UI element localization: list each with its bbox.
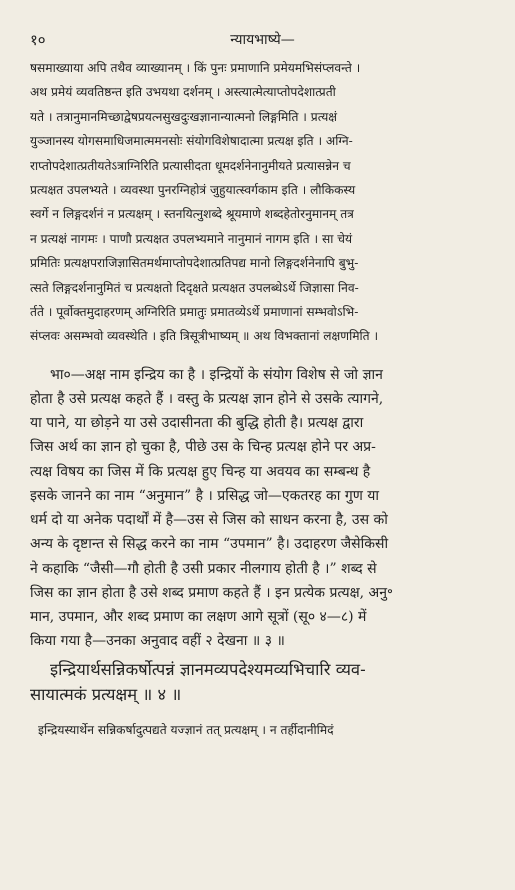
translation-line: ने कहाकि “जैसी—गौ होती है उसी प्रकार नीलगाय होती है ।” शब्द से — [30, 560, 377, 577]
footer-line: इन्द्रियस्यार्थेन सन्निकर्षादुत्पद्यते यज्ज्ञानं तत् प्रत्यक्षम् । न तर्हीदानीमिदं — [38, 723, 334, 738]
translation-line: किया गया है—उनका अनुवाद वहीं २ देखना ॥ ३ ॥ — [30, 633, 285, 650]
translation-line: जिस अर्थ का ज्ञान हो चुका है, पीछे उस के चिन्ह प्रत्यक्ष होने पर अप्र- — [30, 439, 376, 456]
sutra-line: इन्द्रियार्थसन्निकर्षोत्पन्नं ज्ञानमव्यपदेश्यमव्यभिचारि व्यव- — [50, 660, 366, 680]
translation-line: इसके जानने का नाम “अनुमान” है । प्रसिद्ध जो—एकतरह का गुण या — [30, 487, 380, 504]
commentary-line: युञ्जानस्य योगसमाधिजमात्ममनसोः संयोगविशेषादात्मा प्रत्यक्ष इति । अग्नि- — [30, 134, 353, 149]
hindi-translation — [30, 363, 495, 653]
running-title: न्यायभाष्ये— — [230, 32, 295, 48]
commentary-line: त्सते लिङ्गदर्शनानुमितं च प्रत्यक्षतो दिदृक्षते प्रत्यक्षत उपलब्धेऽर्थे जिज्ञासा निव- — [30, 280, 359, 295]
commentary-line: षसमाख्याया अपि तथैव व्याख्यानम् । किं पुनः प्रमाणानि प्रमेयमभिसंप्लवन्ते । — [30, 61, 361, 75]
translation-line: जिस का ज्ञान होता है उसे शब्द प्रमाण कहते हैं । इन प्रत्येक प्रत्यक्ष, अनु॰ — [30, 584, 393, 601]
translation-line: अन्य के दृष्टान्त से सिद्ध करने का नाम “उपमान” है। उदाहरण जैसेकिसी — [30, 536, 389, 553]
commentary-line: प्रत्यक्षत उपलभ्यते । व्यवस्था पुनरग्निहोत्रं जुहुयात्स्वर्गकाम इति । लौकिकस्य — [30, 183, 356, 198]
bhashya-continuation — [30, 719, 495, 741]
translation-line: धर्म दो या अनेक पदार्थों में है—उस से जिस को साधन करना है, उस को — [30, 512, 388, 529]
commentary-line: राप्तोपदेशात्प्रतीयतेऽत्राग्निरिति प्रत्यासीदता धूमदर्शनेनानुमीयते प्रत्यासन्नेन च — [30, 158, 351, 173]
sutra-line: सायात्मकं प्रत्यक्षम् ॥ ४ ॥ — [30, 685, 182, 705]
page-header — [30, 26, 495, 56]
sanskrit-commentary — [30, 56, 495, 349]
commentary-line: प्रमितिः प्रत्यक्षपराजिज्ञासितमर्थमाप्तोपदेशात्प्रतिपद्य मानो लिङ्गदर्शनेनापि बुभु- — [30, 256, 359, 271]
translation-line: होता है उसे प्रत्यक्ष कहते हैं । वस्तु के प्रत्यक्ष ज्ञान होने से उसके त्यागने, — [30, 391, 384, 408]
page-number: १० — [30, 31, 46, 49]
commentary-line: न प्रत्यक्षं नागमः । पाणौ प्रत्यक्षत उपलभ्यमाने नानुमानं नागम इति । सा चेयं — [30, 231, 353, 246]
commentary-line: संप्लवः असम्भवो व्यवस्थेति । इति त्रिसूत्रीभाष्यम् ॥ अथ विभक्तानां लक्षणमिति । — [30, 329, 379, 344]
translation-line: या पाने, या छोड़ने या उसे उदासीनता की बुद्धि होती है। प्रत्यक्ष द्वारा — [30, 415, 364, 432]
translation-line: मान, उपमान, और शब्द प्रमाण का लक्षण आगे सूत्रों (सू० ४—८) में — [30, 608, 367, 625]
commentary-line: स्वर्गे न लिङ्गदर्शनं न प्रत्यक्षम् । स्तनयित्नुशब्दे श्रूयमाणे शब्दहेतोरनुमानम् तत्र — [30, 207, 354, 222]
translation-line: त्यक्ष विषय का जिस में कि प्रत्यक्ष हुए चिन्ह या अवयव का सम्बन्ध है — [30, 463, 371, 480]
commentary-line: यते । तत्रानुमानमिच्छाद्वेषप्रयत्नसुखदुःखज्ञानान्यात्मनो लिङ्गमिति । प्रत्यक्षं — [30, 109, 338, 124]
commentary-line: र्तते । पूर्वोक्तमुदाहरणम् अग्निरिति प्रमातुः प्रमातव्येऽर्थे प्रमाणानां सम्भवोऽभि- — [30, 305, 359, 320]
sutra-verse — [30, 657, 495, 707]
translation-line: भा०—अक्ष नाम इन्द्रिय का है । इन्द्रियों के संयोग विशेष से जो ज्ञान — [50, 366, 383, 383]
commentary-line: अथ प्रमेयं व्यवतिष्ठन्त इति उभयथा दर्शनम् । अस्त्यात्मेत्याप्तोपदेशात्प्रती — [30, 85, 336, 100]
